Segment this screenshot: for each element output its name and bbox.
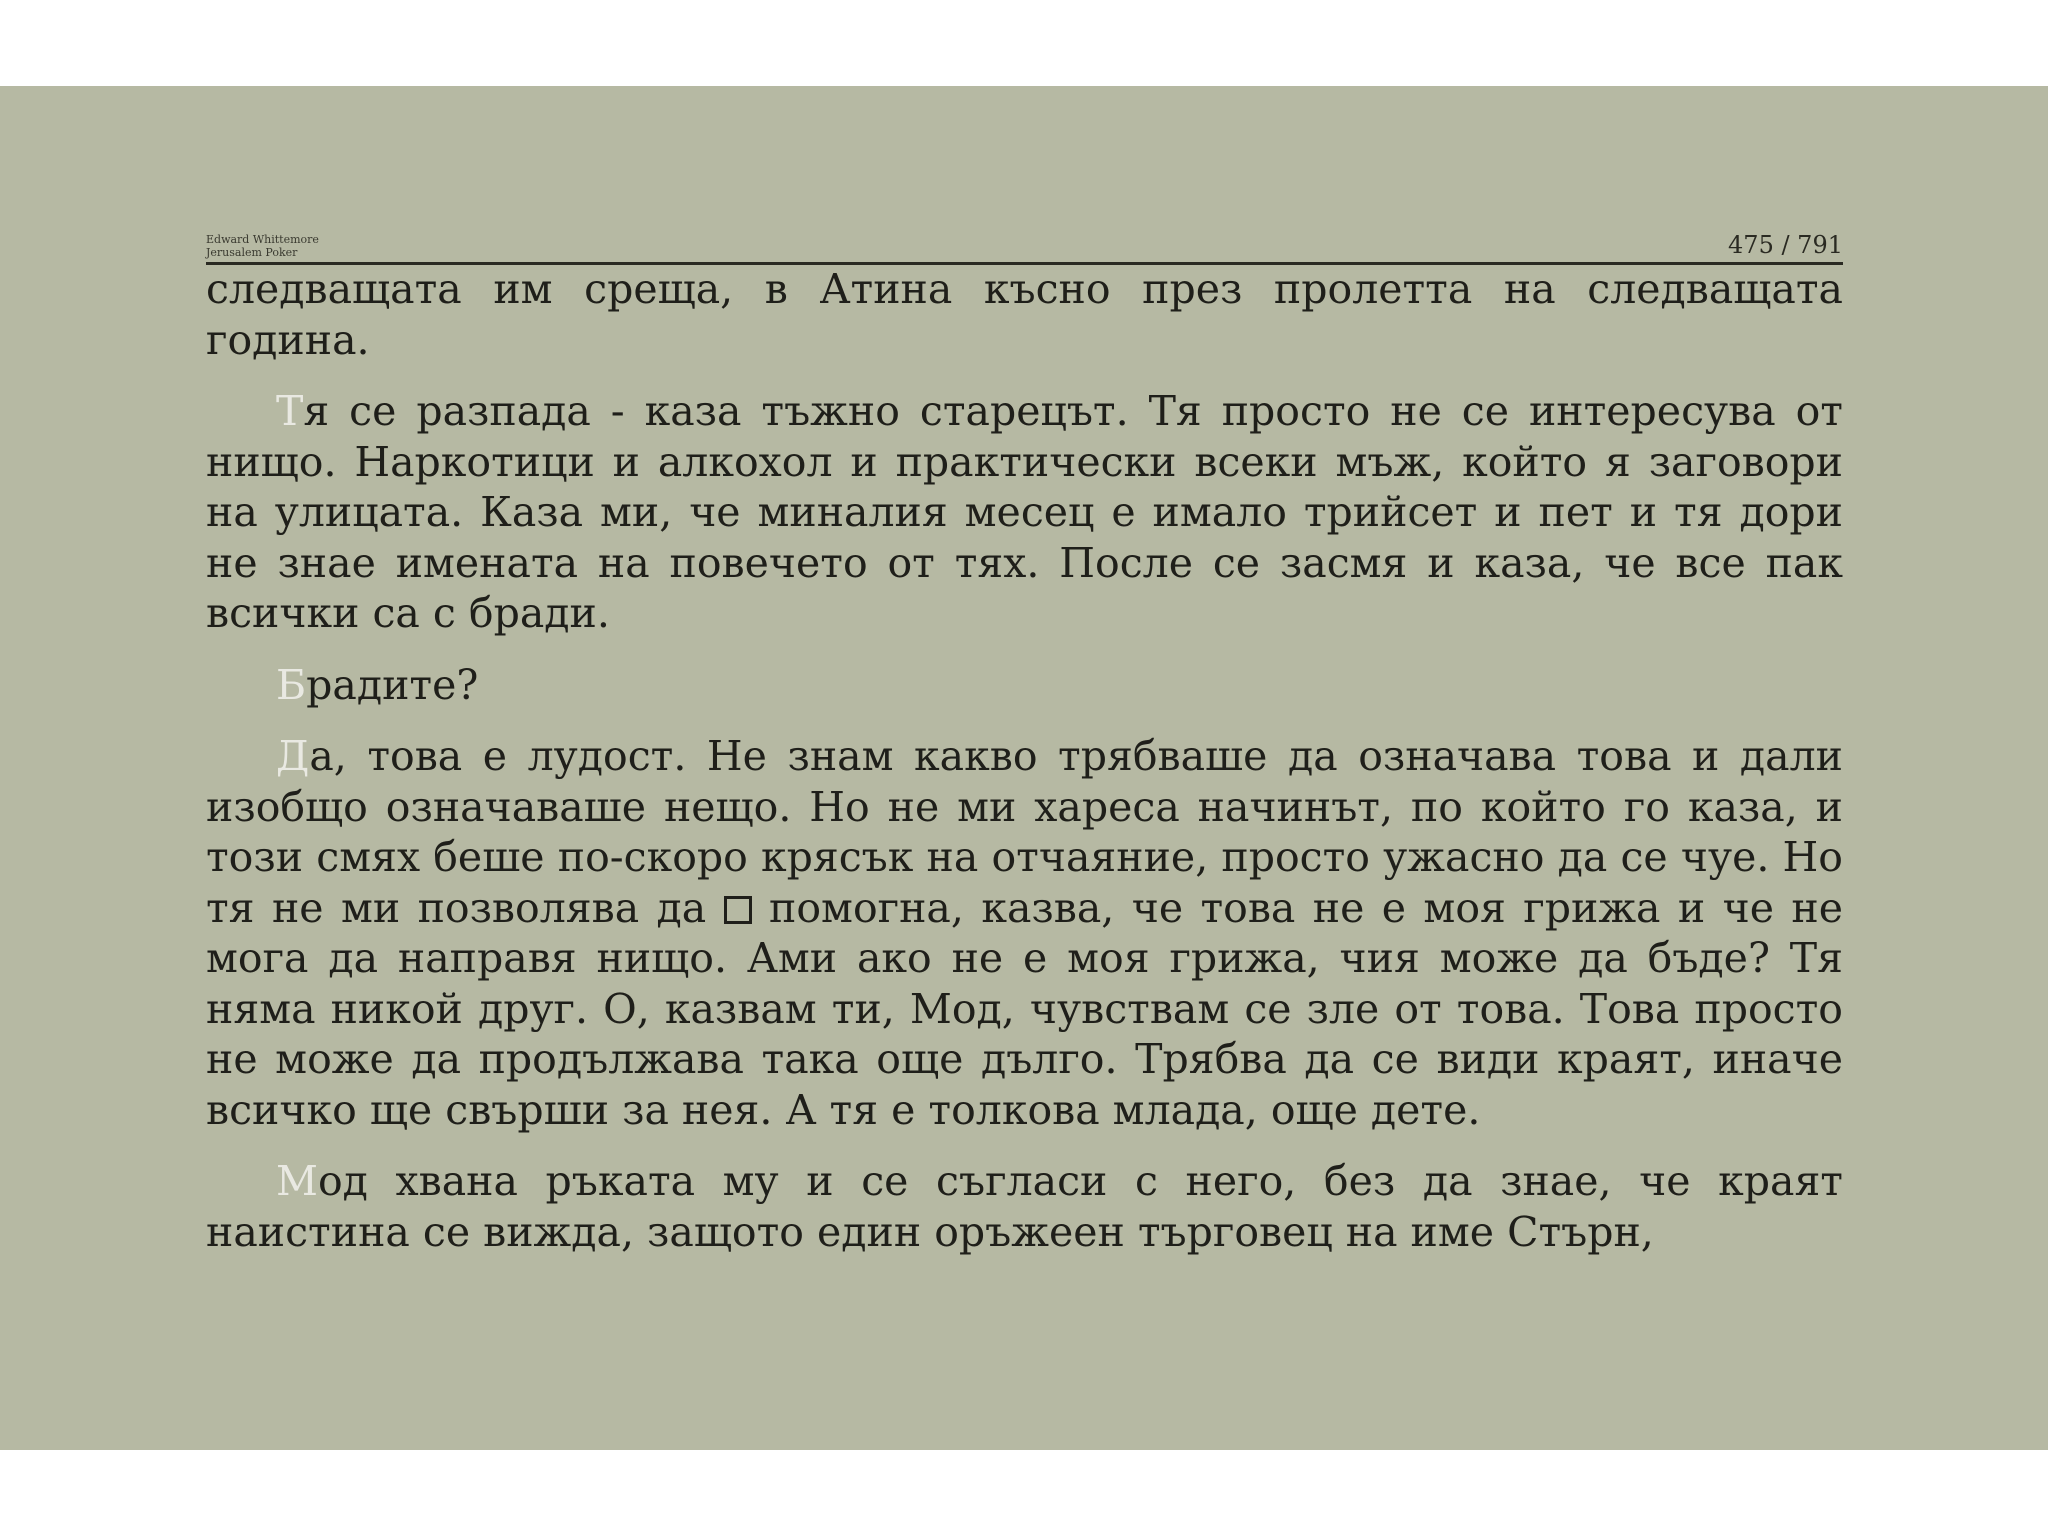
drop-initial: М <box>276 1157 318 1205</box>
missing-glyph-icon <box>724 896 752 924</box>
header-book-title: Jerusalem Poker <box>206 246 298 259</box>
paragraph-text: следващата им среща, в Атина късно през пролетта на следващата година. <box>206 265 1843 364</box>
header-author: Edward Whittemore <box>206 233 319 246</box>
running-header <box>206 136 1843 265</box>
paragraph-text: помогна, казва, че това не е моя грижа и че не мога да направя нищо. Ами ако не е моя грижа, чия може да бъде? Тя няма никой друг. О, казвам ти, Мод, чувствам се зле от това. Това просто не може да продължава така още дълго. Трябва да се види краят, иначе всичко ще свърши за нея. А тя е толкова млада, още дете. <box>206 883 1843 1134</box>
page-number: 475 / 791 <box>1728 231 1843 259</box>
drop-initial: Т <box>276 387 304 435</box>
paragraph-text: я се разпада - каза тъжно старецът. Тя просто не се интересува от нищо. Наркотици и алкохол и практически всеки мъж, който я заговори на улицата. Каза ми, че миналия месец е имало трийсет и пет и тя дори не знае имената на повечето от тях. После се засмя и каза, че все пак всички са с бради. <box>206 387 1843 637</box>
paragraph <box>206 264 1843 365</box>
paragraph-text: радите? <box>306 660 479 709</box>
paragraph-text: а, това е лудост. Не знам какво трябваше да означава това и дали изобщо означаваше нещо. Но не ми хареса начинът, по който го каза, и този смях беше по-скоро крясък на отчаяние, просто ужасно да се чуе. Но тя не ми позволява да <box>206 732 1843 932</box>
drop-initial: Б <box>276 660 307 709</box>
paragraph <box>206 731 1843 1135</box>
paragraph <box>206 386 1843 639</box>
drop-initial: Д <box>276 732 310 780</box>
header-book-info <box>206 233 319 259</box>
paragraph-text: од хвана ръката му и се съгласи с него, без да знае, че краят наистина се вижда, защото един оръжеен търговец на име Стърн, <box>206 1157 1843 1256</box>
paragraph <box>206 1156 1843 1257</box>
paragraph <box>206 660 1843 711</box>
book-text <box>206 264 1843 1278</box>
